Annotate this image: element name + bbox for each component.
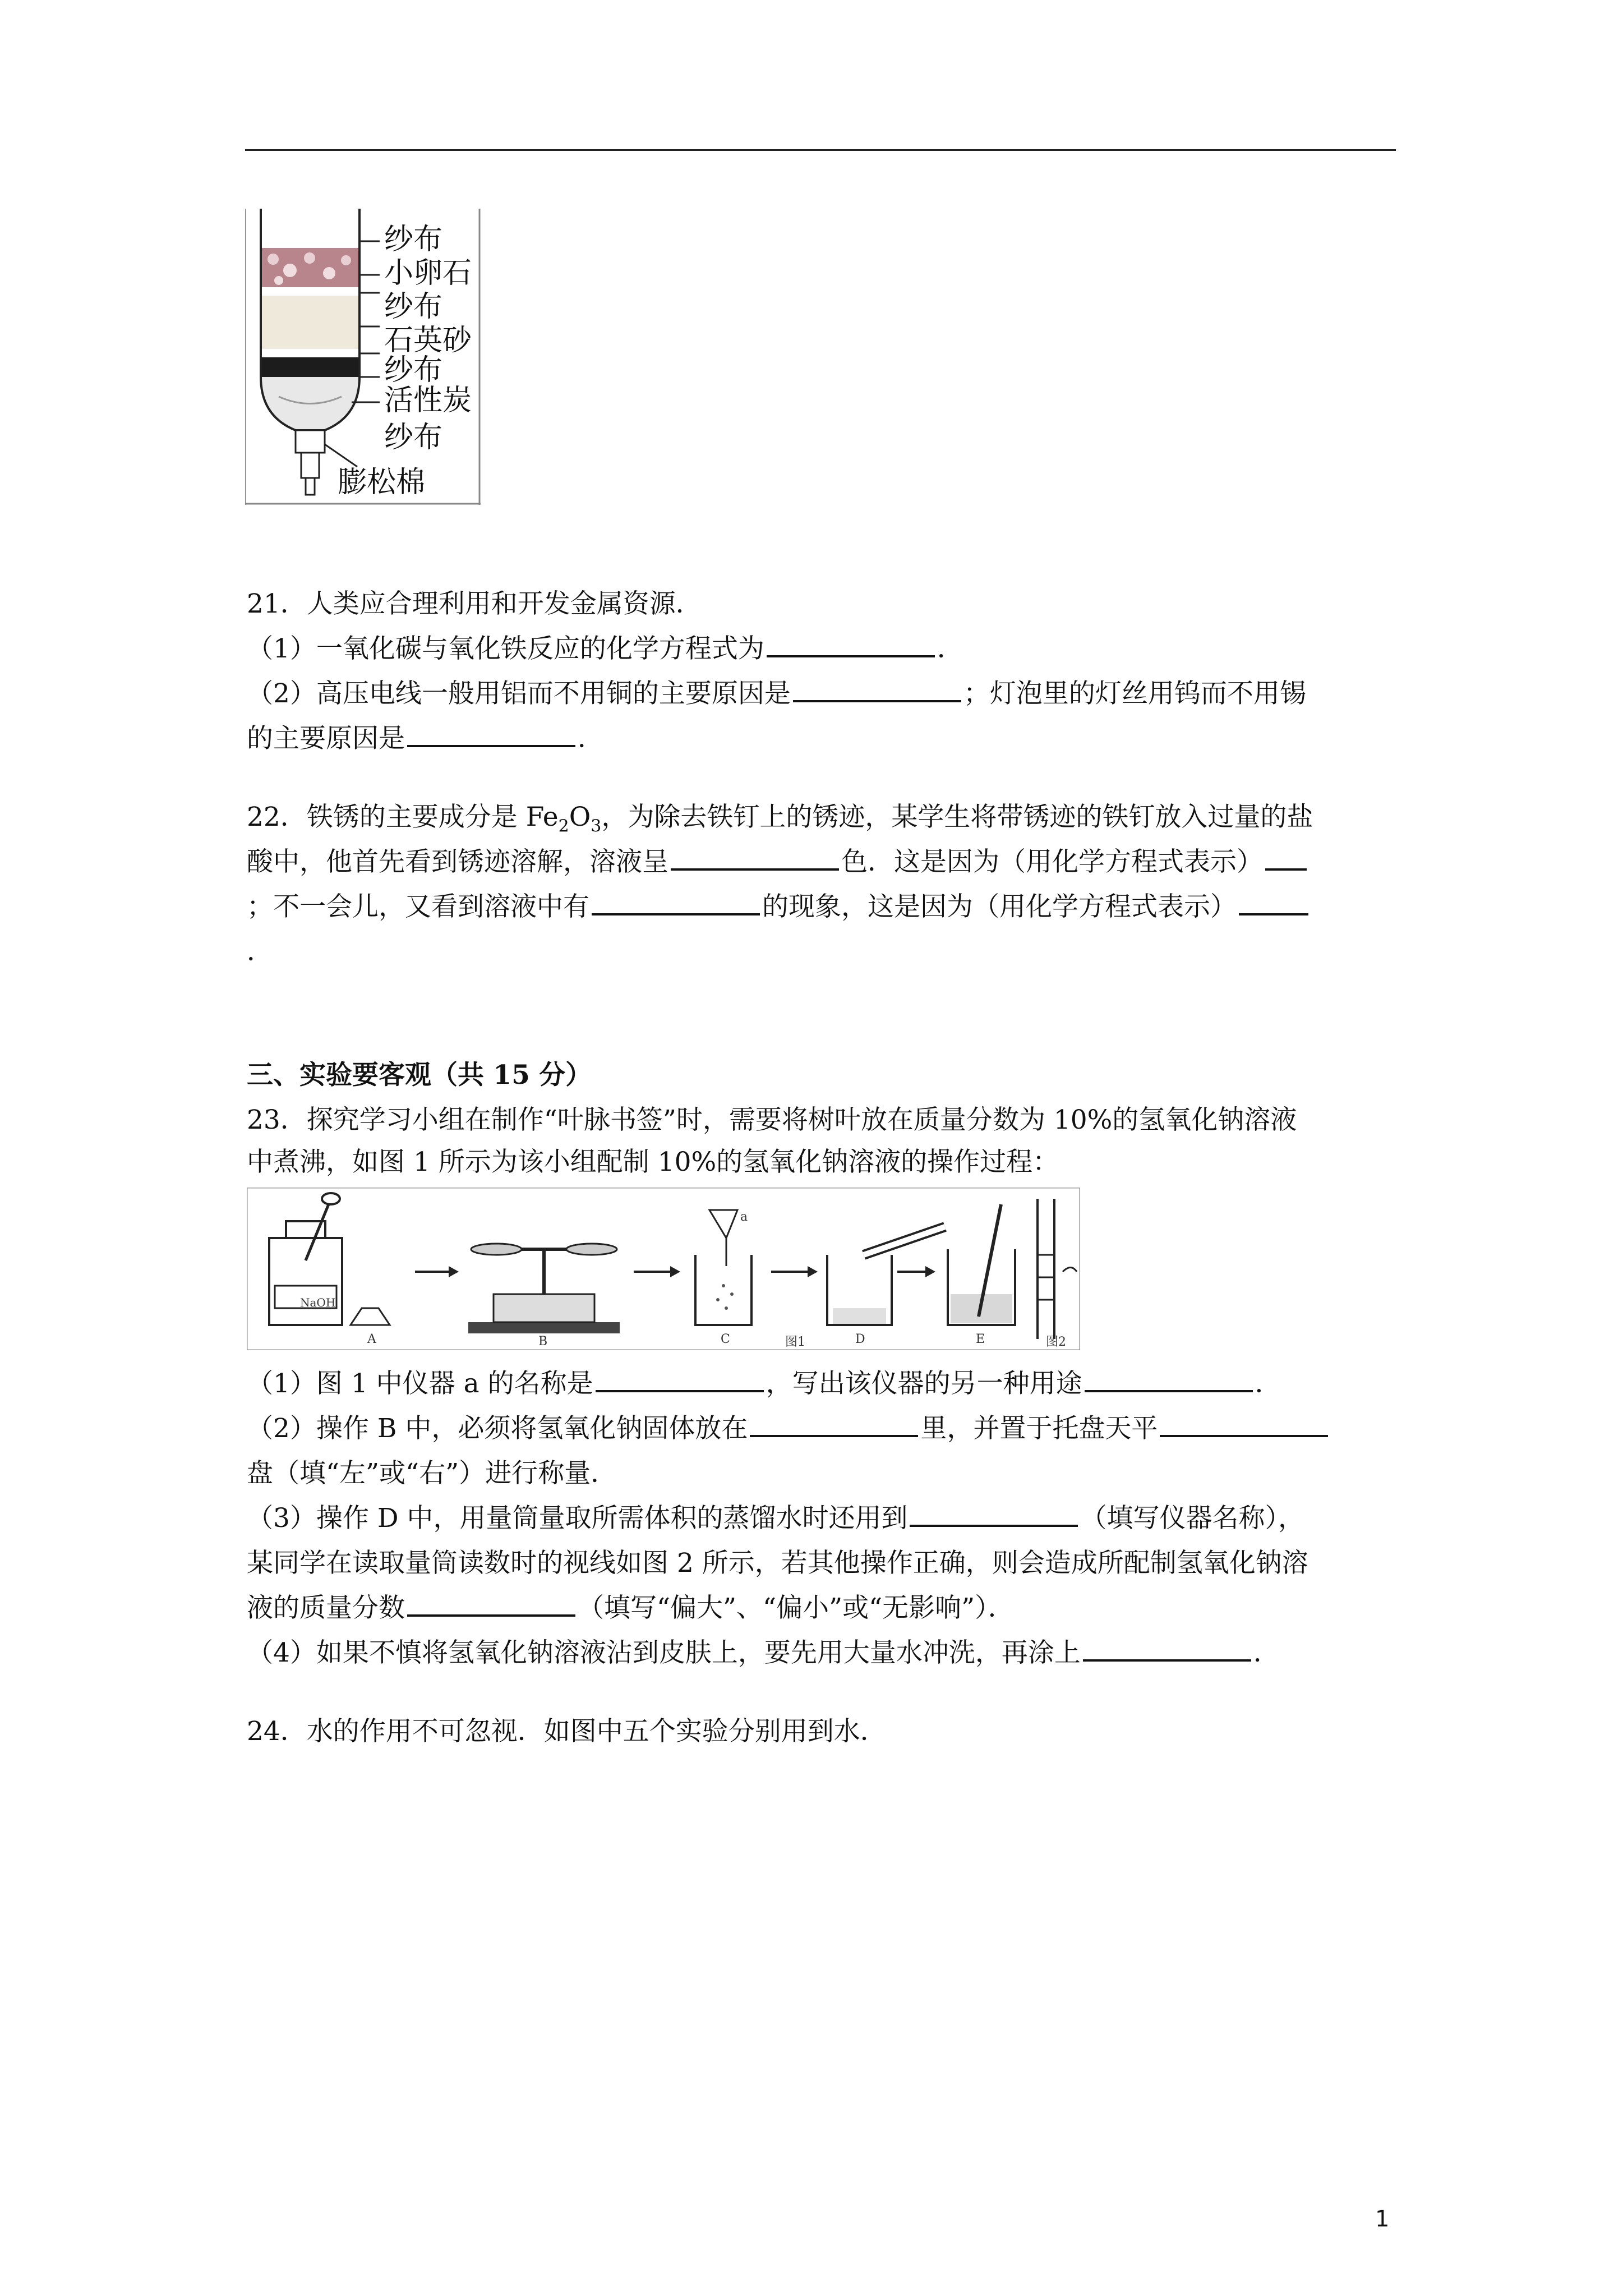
answer-blank[interactable]: [910, 1501, 1078, 1527]
section-heading: 三、实验要客观（共 15 分）: [247, 1060, 592, 1091]
q22-line3: ；不一会儿，又看到溶液中有 的现象，这是因为（用化学方程式表示）: [247, 889, 1311, 925]
q23-part2: （2）操作 B 中，必须将氢氧化钠固体放在 里，并置于托盘天平: [247, 1411, 1330, 1447]
answer-blank[interactable]: [750, 1411, 918, 1437]
page-number: 1: [1375, 2206, 1390, 2232]
figure-label-c: C: [721, 1332, 730, 1346]
answer-blank[interactable]: [407, 1591, 575, 1617]
q23-part4: （4）如果不慎将氢氧化钠溶液沾到皮肤上，要先用大量水冲洗，再涂上 ．: [247, 1635, 1280, 1671]
figure1-caption: 图1: [785, 1335, 805, 1349]
q21-part1: （1）一氧化碳与氧化铁反应的化学方程式为 ．: [247, 631, 963, 667]
filter-label: 纱布: [384, 353, 443, 387]
figure-label-b: B: [538, 1335, 548, 1349]
figure-label-a: A: [367, 1332, 376, 1346]
figure2-caption: 图2: [1046, 1335, 1066, 1349]
q23-part2-cont: 盘（填“左”或“右”）进行称量．: [247, 1458, 617, 1489]
answer-blank[interactable]: [1083, 1636, 1251, 1662]
filter-label: 纱布: [384, 421, 443, 454]
q23-stem-line2: 中煮沸，如图 1 所示为该小组配制 10%的氢氧化钠溶液的操作过程：: [247, 1147, 1059, 1177]
filter-label: 膨松棉: [338, 466, 426, 499]
q22-line1: 22．铁锈的主要成分是 $Fe_2O_3$，为除去铁钉上的锈迹，某学生将带锈迹的铁钉放入过量的盐: [247, 802, 1313, 836]
q22-line2: 酸中，他首先看到锈迹溶解，溶液呈 色．这是因为（用化学方程式表示）: [247, 844, 1309, 880]
q22-line4: ．: [247, 936, 273, 967]
answer-blank[interactable]: [767, 632, 935, 657]
filter-label: 纱布: [384, 223, 443, 256]
filter-label: 纱布: [384, 290, 443, 324]
answer-blank[interactable]: [592, 890, 760, 915]
answer-blank[interactable]: [407, 721, 575, 747]
q21-part2-cont: 的主要原因是 ．: [247, 721, 604, 757]
q23-part3-cont: 某同学在读取量筒读数时的视线如图 2 所示，若其他操作正确，则会造成所配制氢氧化钠溶: [247, 1548, 1308, 1579]
apparatus-figure: [247, 1188, 1080, 1350]
naoh-label: NaOH: [300, 1296, 336, 1309]
answer-blank[interactable]: [1085, 1366, 1253, 1392]
instrument-a-mark: a: [740, 1210, 748, 1224]
header-rule: [245, 149, 1396, 151]
q23-stem-line1: 23．探究学习小组在制作“叶脉书签”时，需要将树叶放在质量分数为 10%的氢氧化钠溶液: [247, 1105, 1297, 1135]
q23-part3-cont2: 液的质量分数 （填写“偏大”、“偏小”或“无影响”）．: [247, 1590, 1015, 1626]
filter-label: 石英砂: [384, 324, 472, 357]
q24-stem: 24．水的作用不可忽视．如图中五个实验分别用到水．: [247, 1716, 887, 1747]
answer-blank[interactable]: [1265, 845, 1307, 871]
answer-blank[interactable]: [1239, 890, 1308, 915]
figure-label-e: E: [976, 1332, 985, 1346]
q21-stem: 21．人类应合理利用和开发金属资源．: [247, 588, 702, 619]
filter-label: 小卵石: [384, 256, 472, 290]
answer-blank[interactable]: [596, 1366, 764, 1392]
water-filter-figure: [245, 209, 481, 505]
apparatus-drawing: [247, 1188, 1080, 1350]
q23-part1: （1）图 1 中仪器 a 的名称是 ，写出该仪器的另一种用途 ．: [247, 1366, 1281, 1402]
q23-part3: （3）操作 D 中，用量筒量取所需体积的蒸馏水时还用到 （填写仪器名称），: [247, 1501, 1304, 1536]
answer-blank[interactable]: [671, 845, 839, 871]
filter-label: 活性炭: [384, 384, 472, 417]
q21-part2: （2）高压电线一般用铝而不用铜的主要原因是 ；灯泡里的灯丝用钨而不用锡: [247, 676, 1306, 712]
figure-label-d: D: [855, 1332, 865, 1346]
answer-blank[interactable]: [793, 677, 961, 702]
answer-blank[interactable]: [1160, 1411, 1328, 1437]
